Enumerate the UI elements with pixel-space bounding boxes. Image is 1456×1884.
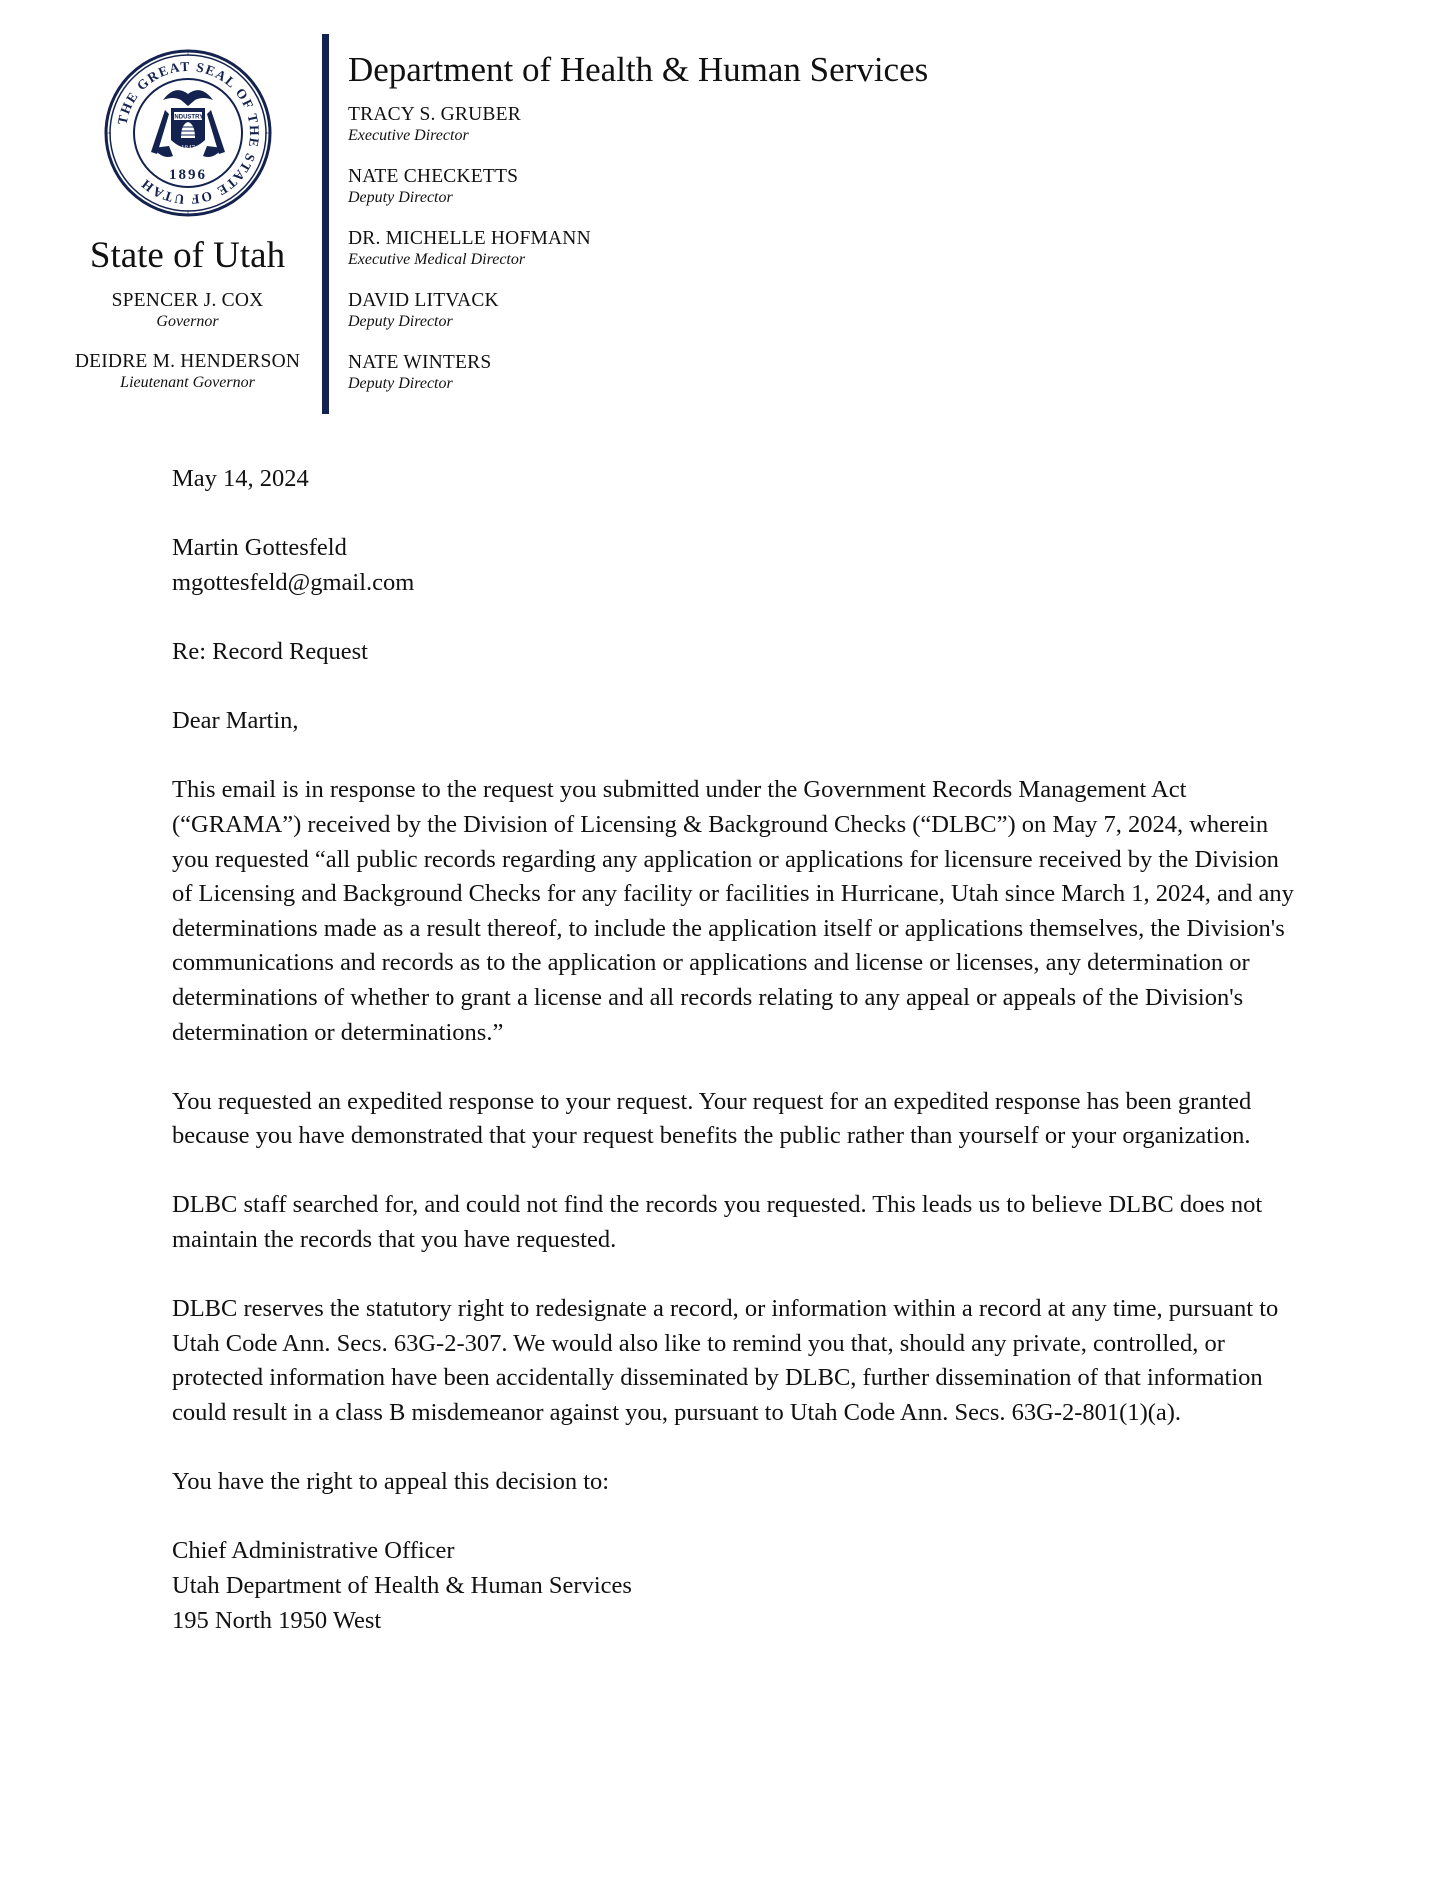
appeal-address-line: Utah Department of Health & Human Services — [172, 1572, 632, 1599]
staff-item — [348, 104, 1248, 146]
letter-date: May 14, 2024 — [172, 465, 309, 492]
official-lieutenant-governor — [60, 351, 315, 393]
appeal-address-line: Chief Administrative Officer — [172, 1537, 455, 1565]
paragraph-expedited: You requested an expedited response to your request. Your request for an expedited response has been granted because you have demonstrated that your request benefits the public rather than yourself or your organization. — [172, 1087, 1252, 1150]
staff-name: TRACY S. GRUBER — [348, 104, 521, 125]
staff-role: Deputy Director — [348, 189, 453, 206]
staff-role: Executive Director — [348, 127, 469, 144]
appeal-address — [172, 1534, 1302, 1638]
department-block — [348, 50, 1248, 414]
state-seal-logo — [103, 48, 273, 218]
staff-item — [348, 166, 1248, 208]
recipient-block — [172, 531, 1302, 600]
staff-name: NATE CHECKETTS — [348, 166, 519, 187]
letter-body — [172, 462, 1302, 1673]
staff-item — [348, 228, 1248, 270]
staff-name: NATE WINTERS — [348, 352, 492, 373]
appeal-address-line: 195 North 1950 West — [172, 1606, 382, 1634]
svg-text:INDUSTRY: INDUSTRY — [172, 114, 204, 121]
department-title: Department of Health & Human Services — [348, 50, 929, 89]
letter-salutation: Dear Martin, — [172, 707, 299, 735]
paragraph-redesignation: DLBC reserves the statutory right to redesignate a record, or information within a record at any time, pursuant to Utah Code Ann. Secs. 63G-2-307. We would also like to remind you that, should any private, controlled, or protected information have been accidentally disseminated by DLBC, further dissemination of that information could result in a class B misdemeanor against you, pursuant to Utah Code Ann. Secs. 63G-2-801(1)(a). — [172, 1295, 1279, 1427]
official-role: Governor — [156, 313, 219, 330]
staff-role: Deputy Director — [348, 375, 453, 392]
staff-role: Deputy Director — [348, 313, 453, 330]
paragraph-request-summary: This email is in response to the request you submitted under the Government Records Management Act (“GRAMA”) received by the Division of Licensing & Background Checks (“DLBC”) on May 7, 2024, wherein you requested “all public records regarding any application or applications for licensure received by the Division of Licensing and Background Checks for any facility or facilities in Hurricane, Utah since March 1, 2024, and any determinations made as a result thereof, to include the application itself or applications themselves, the Division's communications and records as to the application or applications and license or licenses, any determination or determinations of whether to grant a license and all records relating to any appeal or appeals of the Division's determination or determinations.” — [172, 776, 1294, 1046]
letter-subject: Re: Record Request — [172, 637, 368, 665]
state-officials-block — [60, 234, 315, 393]
recipient-email: mgottesfeld@gmail.com — [172, 568, 415, 596]
letterhead-divider — [322, 34, 329, 414]
official-name: DEIDRE M. HENDERSON — [74, 351, 301, 372]
svg-text:1896: 1896 — [169, 167, 207, 183]
staff-role: Executive Medical Director — [348, 251, 526, 268]
official-role: Lieutenant Governor — [120, 374, 255, 391]
svg-text:1847: 1847 — [181, 144, 195, 152]
official-name: SPENCER J. COX — [111, 290, 264, 311]
staff-item — [348, 352, 1248, 394]
staff-item — [348, 290, 1248, 332]
state-title: State of Utah — [89, 235, 286, 276]
official-governor — [60, 290, 315, 332]
svg-text:THE GREAT SEAL OF THE STATE OF: THE GREAT SEAL OF THE STATE OF UTAH — [114, 58, 263, 208]
paragraph-no-records: DLBC staff searched for, and could not find the records you requested. This leads us to believe DLBC does not maintain the records that you have requested. — [172, 1191, 1263, 1254]
recipient-name: Martin Gottesfeld — [172, 534, 347, 562]
staff-name: DAVID LITVACK — [348, 290, 499, 311]
paragraph-appeal-right: You have the right to appeal this decision to: — [172, 1468, 610, 1496]
department-staff-list — [348, 104, 1248, 394]
staff-name: DR. MICHELLE HOFMANN — [348, 228, 591, 249]
